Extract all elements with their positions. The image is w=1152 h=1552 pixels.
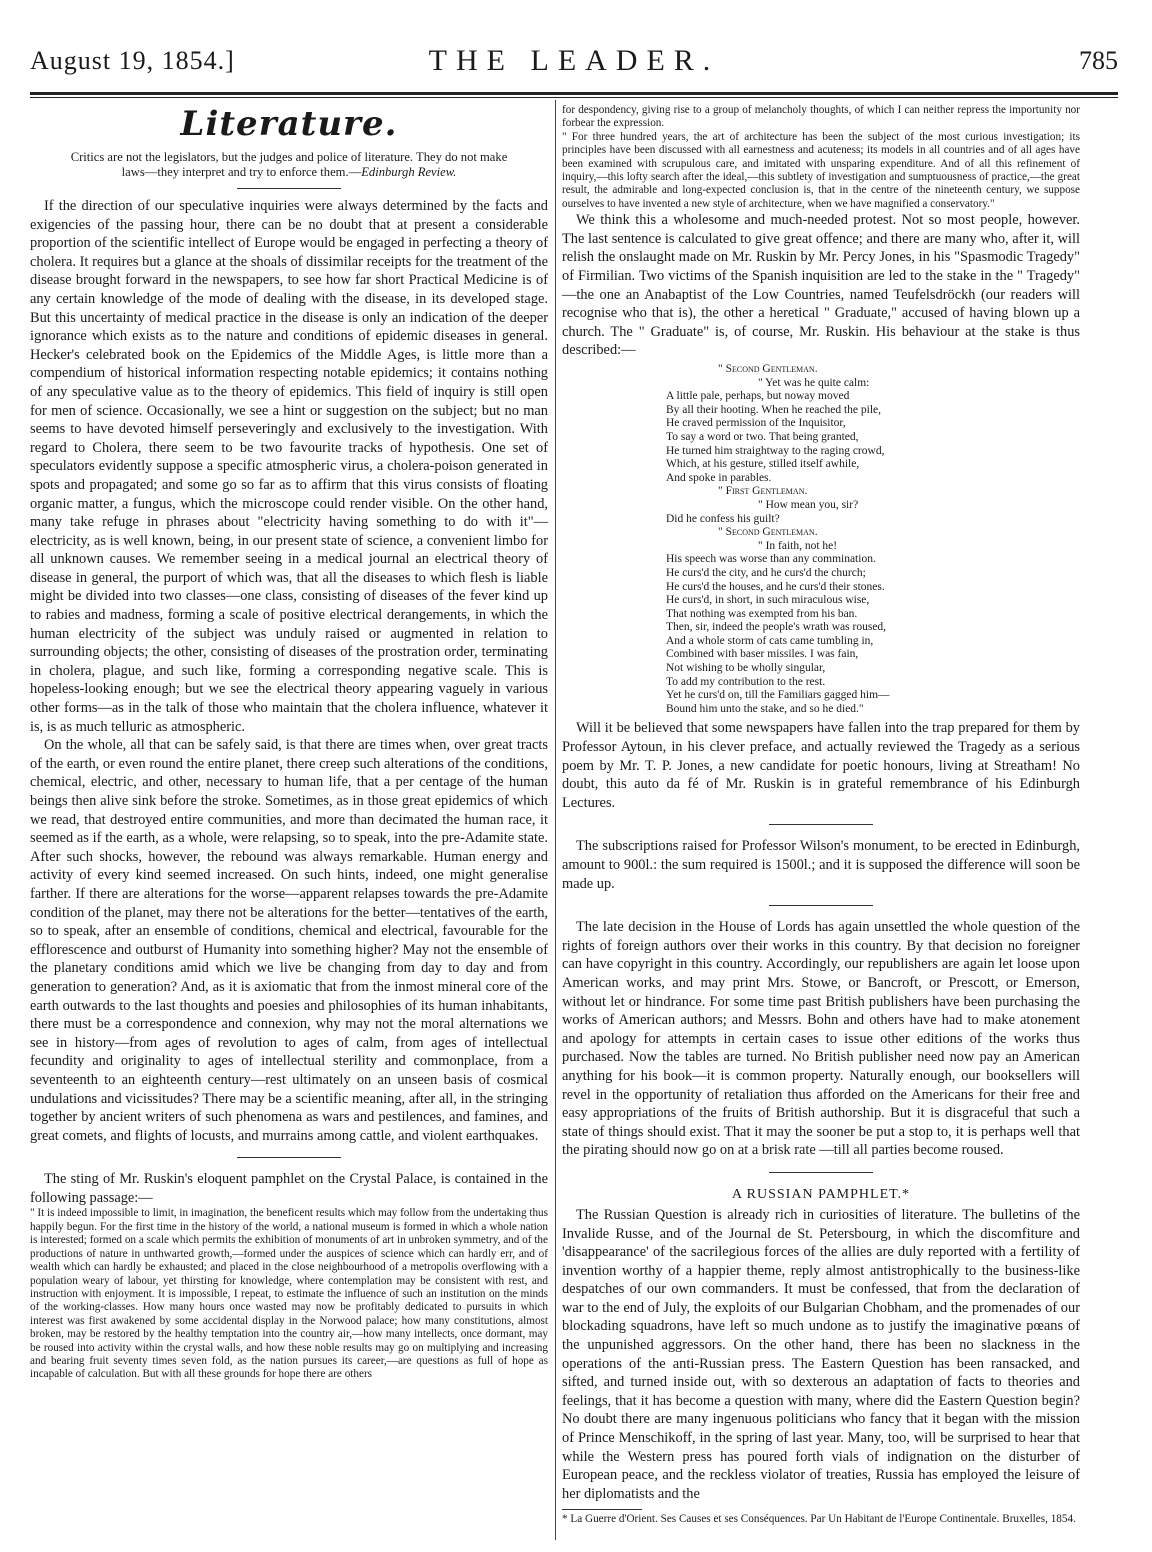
verse-line: His speech was worse than any commination. xyxy=(666,553,876,566)
verse-line: Yet he curs'd on, till the Familiars gagged him— xyxy=(666,689,890,702)
verse-line: He curs'd, in short, in such miraculous wise, xyxy=(666,594,870,607)
motto-source: Edinburgh Review. xyxy=(361,165,457,179)
paragraph: Will it be believed that some newspapers have fallen into the trap prepared for them by Professor Aytoun, in his clever preface, and actually reviewed the Tragedy as a serious poem by Mr. T. P. Jones, a new candidate for poetic honours, living at Streatham! No doubt, this auto da fé of Mr. Ruskin is in grateful remembrance of his Edinburgh Lectures. xyxy=(562,720,1080,811)
paragraph: The Russian Question is already rich in curiosities of literature. The bulletins of the Invalide Russe, and of the Journal de St. Petersbourg, in which the discomfiture and 'disappearance' of the sacrilegious forces of the allies are duly reported with a fertility of invention worthy of a happier theme, reply almost antistrophically to the business-like despatches of our own commanders. It must be confessed, that from the declaration of war to the end of July, the exploits of our Bulgarian Chobham, and the promenades of our blockading squadrons, have left so much undone as to justify the imaginative pœans of the unpunished aggressors. On the other hand, there has been no slackness in the operations of the anti-Russian press. The Eastern Question has been ransacked, and sifted, and turned inside out, with so dexterous an adaptation of facts to theories and feelings, that it has become a question with many, where did the Eastern Question begin? No doubt there are many ingenuous politicians who fancy that it began with the mission of Prince Menschikoff, in the spring of last year. Many, too, will be surprised to hear that while the Western press has poured forth vials of indignation on the disturber of European peace, and the reckless violator of treaties, Russia has employed the leisure of her diplomatists and the xyxy=(562,1206,1080,1502)
verse-line: He curs'd the houses, and he curs'd their stones. xyxy=(666,580,885,593)
left-column xyxy=(30,104,548,1382)
column-divider xyxy=(555,100,556,1540)
right-column xyxy=(562,104,1080,1527)
verse-line: By all their hooting. When he reached the pile, xyxy=(666,403,882,416)
article-title: A RUSSIAN PAMPHLET.* xyxy=(731,1186,911,1202)
block-quote: " It is indeed impossible to limit, in imagination, the beneficent results which may follow from the undertaking thus happily begun. For the first time in the history of the world, a national museum is formed in which a whole nation is interested; formed on a scale which permits the exhibition of monuments of art in unbroken symmetry, and of the productions of nature in unthwarted growth,—formed under the auspices of science which can hardly err, and of wealth which can hardly be exhausted; and placed in the close neighbourhood of a metropolis overflowing with a population weary of labour, yet thirsting for knowledge, where contemplation may be consistent with rest, and instruction with enjoyment. It is impossible, I repeat, to estimate the influence of such an institution on the minds of the working-classes. How many hours once wasted may now be profitably dedicated to pursuits in which interest was first awakened by some accidental display in the Norwood palace; how many constitutions, almost broken, may be restored by the healthy temptation into the country air,—how many intellects, once dormant, may be roused into activity within the crystal walls, and how these noble results may go on multiplying and increasing and bearing fruit seventy times seven fold, as the nation pursues its career,—are questions as full of hope as incapable of calculation. But with all these grounds for hope there are others xyxy=(30,1207,548,1381)
verse-line: He craved permission of the Inquisitor, xyxy=(666,417,846,430)
verse-line: Did he confess his guilt? xyxy=(666,512,780,525)
paragraph: On the whole, all that can be safely said, is that there are times when, over great tracts of the earth, or even round the entire planet, there creep such alterations of the conditions, chemical, electric, and other, necessary to human life, that a per centage of the human beings then alive sink before the stroke. Sometimes, as in those great epidemics of which we read, that destroyed entire communities, and more than decimated the human race, it seemed as if the earth, as a whole, were relapsing, so to speak, into the pre-Adamite state. After such shocks, however, the rebound was always remarkable. Human energy and activity of every kind seemed increased. On such hints, indeed, one might generalise farther. If there are alterations for the worse—apparent relapses towards the pre-Adamite condition of the planet, may there not be alterations for the better—tentatives of the earth, so to speak, after an ensemble of conditions, chemical and electrical, favourable for the efflorescence and outburst of Humanity into something higher? May not the ensemble of the planetary conditions amid which we live be changing from day to day and from generation to generation? And, as it is axiomatic that from the inmost mineral core of the earth outwards to the last thoughts and poesies and philosophies of its human inhabitants, there must be a correspondence and connexion, why may not the moral alternations we see in history—from ages of revolution to ages of calm, from ages of intellectual fecundity and originality to ages of intellectual sterility and commonplace, from a seventeenth to an eighteenth century—rest ultimately on an unseen basis of cosmical undulations and vicissitudes? There may be a scientific meaning, after all, in the stringing together by ancient writers of such phenomena as wars and pestilences, and famines, and great comets, and flights of locusts, and murrains among cattle, and violent earthquakes. xyxy=(30,737,548,1144)
verse-line: Not wishing to be wholly singular, xyxy=(666,662,826,675)
divider xyxy=(237,1157,341,1158)
verse-line: And spoke in parables. xyxy=(666,471,772,484)
page-header xyxy=(30,44,1118,84)
paragraph: We think this a wholesome and much-needed protest. Not so most people, however. The last sentence is calculated to give great offence; and there are many who, after it, will relish the onslaught made on Mr. Ruskin by Mr. Percy Jones, in his "Spasmodic Tragedy" of Firmilian. Two victims of the Spanish inquisition are led to the stake in the " Tragedy" —the one an Anabaptist of the Low Countries, named Teufelsdröckh (our readers will recognise who that is), the other a heretical " Graduate," accused of having blown up a church. The " Graduate" is, of course, Mr. Ruskin. His behaviour at the stake is thus described:— xyxy=(562,212,1080,359)
motto xyxy=(64,150,514,180)
paragraph: The late decision in the House of Lords has again unsettled the whole question of the rights of foreign authors over their works in this country. By that decision no foreigner can have copyright in this country. Accordingly, our republishers are again let loose upon American works, and may print Mrs. Stowe, or Bancroft, or Prescott, or Emerson, without let or hindrance. For some time past British publishers have been purchasing the works of American authors; and Messrs. Bohn and others have had to make atonement and apology for attempts in certain cases to issue other editions of the works thus purchased. Now the tables are turned. No British publisher need now pay an American anything for his book—it is common property. Naturally enough, our booksellers will revel in the opportunity of retaliation thus afforded on the Americans for their free and easy appropriations of the fruits of British authorship. But it is disgraceful that such a state of things should exist. That it may the sooner be put a stop to, it is perhaps well that the pirating should now go on at a brisk rate —till all parties become roused. xyxy=(562,919,1080,1159)
verse-line: Then, sir, indeed the people's wrath was roused, xyxy=(666,621,887,634)
verse-line: He turned him straightway to the raging crowd, xyxy=(666,444,885,457)
paragraph: If the direction of our speculative inquiries were always determined by the facts and exigencies of the passing hour, there can be no doubt that at present a considerable proportion of the scientific intellect of Europe would be engaged in perfecting a theory of cholera. It requires but a glance at the shoals of dissimilar receipts for the treatment of the disease brought forward in the newspapers, to see how far short Practical Medicine is of any certain knowledge of the mode of dealing with the disease, in its developed stage. But this uncertainty of medical practice in the disease is only an indication of the deeper ignorance which exists as to the nature and conditions of epidemic diseases in general. Hecker's celebrated book on the Epidemics of the Middle Ages, is little more than a compendium of historical information respecting notable epidemics; it contains nothing of any speculative value as to the theory of epidemics. This field of inquiry is still open for men of science. Occasionally, we see a hint or suggestion on the subject; but no man seems to have devoted himself perseveringly and exclusively to the investigation. With regard to Cholera, there seem to be two favourite tracks of hypothesis. One set of speculators evidently suppose a specific atmospheric virus, a cholera-poison generated in spots and propagated; and some go so far as to affirm that this virus consists of floating organic matter, a fungus, which the microscope could render visible. On the other hand, many take refuge in phrases about "electricity having something to do with it"—electricity, as is well known, being, in our present state of science, a convenient limbo for all unknown causes. We remember seeing in a medical journal an electrical theory of disease in general, the purport of which was, that all the diseases to which flesh is liable might be divided into two classes—one class, consisting of diseases of the fever kind up to rabies and madness, forming a scale of positive electrical derangements, in which the human electricity of the subject was unduly raised or augmented in relation to surrounding objects; the other, consisting of diseases of the prostration order, terminating in cholera, plague, and such like, forming a corresponding negative scale. This is hopeless-looking enough; but we see the electrical theory appearing vaguely in various other forms—as in the talk of those who maintain that the cholera influence, whatever it is, is as much telluric as atmospheric. xyxy=(30,198,548,735)
page-number: 785 xyxy=(1079,46,1118,75)
divider xyxy=(769,905,873,906)
header-rule xyxy=(30,92,1118,95)
verse-line: A little pale, perhaps, but noway moved xyxy=(666,390,850,403)
section-title: Literature. xyxy=(180,104,398,144)
paragraph: The sting of Mr. Ruskin's eloquent pamphlet on the Crystal Palace, is contained in the following passage:— xyxy=(30,1171,548,1206)
block-quote: for despondency, giving rise to a group of melancholy thoughts, of which I can neither repress the importunity nor forbear the expression. xyxy=(562,104,1080,130)
divider xyxy=(769,824,873,825)
verse-block xyxy=(562,363,1080,716)
verse-line: Bound him unto the stake, and so he died." xyxy=(666,702,864,715)
verse-line: And a whole storm of cats came tumbling in, xyxy=(666,634,874,647)
paragraph: The subscriptions raised for Professor Wilson's monument, to be erected in Edinburgh, amount to 900l.: the sum required is 1500l.; and it is supposed the difference will soon be made up. xyxy=(562,838,1080,892)
verse-line: To add my contribution to the rest. xyxy=(666,675,826,688)
masthead-title: THE LEADER. xyxy=(428,44,720,77)
verse-line: That nothing was exempted from his ban. xyxy=(666,607,858,620)
divider xyxy=(237,188,341,189)
divider xyxy=(769,1172,873,1173)
header-rule-thin xyxy=(30,97,1118,98)
verse-line: " Yet was he quite calm: xyxy=(758,376,870,389)
motto-text: Critics are not the legislators, but the judges and police of literature. They do not make laws—they interpret and try to enforce them.— xyxy=(70,150,508,179)
issue-date: August 19, 1854.] xyxy=(30,46,235,75)
footnote: * La Guerre d'Orient. Ses Causes et ses Conséquences. Par Un Habitant de l'Europe Continentale. Bruxelles, 1854. xyxy=(562,1513,1076,1526)
footnote-rule xyxy=(562,1509,642,1510)
verse-line: " First Gentleman. xyxy=(718,485,808,498)
verse-line: " In faith, not he! xyxy=(758,539,838,552)
verse-line: Which, at his gesture, stilled itself awhile, xyxy=(666,458,860,471)
verse-line: " Second Gentleman. xyxy=(718,363,818,375)
block-quote: " For three hundred years, the art of architecture has been the subject of the most curious investigation; its principles have been discussed with all earnestness and acuteness; its models in all countries and of all ages have been examined with scrupulous care, and imitated with unsparing expenditure. And of all this refinement of inquiry,—this lofty search after the ideal,—this subtlety of investigation and sumptuousness of practice,—the great result, the admirable and long-expected conclusion is, that in the centre of the nineteenth century, we suppose ourselves to have invented a new style of architecture, when we have magnified a conservatory." xyxy=(562,130,1080,210)
verse-line: " How mean you, sir? xyxy=(758,498,859,511)
verse-line: To say a word or two. That being granted, xyxy=(666,430,859,443)
verse-line: He curs'd the city, and he curs'd the church; xyxy=(666,566,866,579)
verse-line: Combined with baser missiles. I was fain, xyxy=(666,648,859,661)
verse-line: " Second Gentleman. xyxy=(718,526,818,539)
